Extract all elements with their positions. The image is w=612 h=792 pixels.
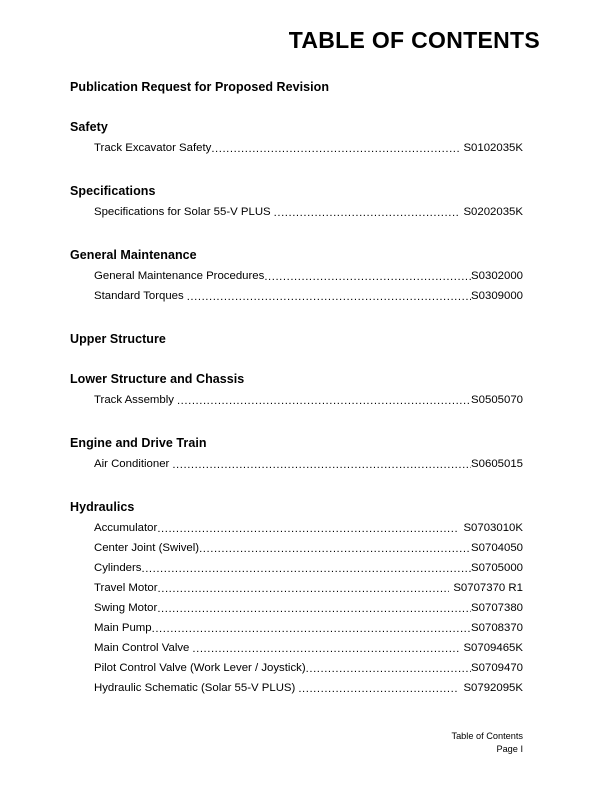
- toc-section-heading[interactable]: General Maintenance: [70, 248, 197, 262]
- toc-entry-code: S0505070: [471, 394, 523, 406]
- page-title: TABLE OF CONTENTS: [288, 27, 540, 53]
- toc-section-heading[interactable]: Specifications: [70, 184, 156, 198]
- toc-section-heading[interactable]: Hydraulics: [70, 500, 135, 514]
- toc-entry-code: S0705000: [471, 562, 523, 574]
- toc-entry-title: Track Assembly: [94, 394, 174, 406]
- toc-entry[interactable]: [94, 638, 523, 658]
- dot-leader: [199, 543, 471, 556]
- toc-entry[interactable]: [94, 658, 523, 678]
- toc-section-heading[interactable]: Engine and Drive Train: [70, 436, 207, 450]
- toc-section: [70, 500, 523, 698]
- toc-entry-code: S0309000: [471, 290, 523, 302]
- dot-leader: [177, 395, 471, 408]
- toc-section: [70, 120, 523, 158]
- toc-entry[interactable]: [94, 390, 523, 410]
- toc-section-heading[interactable]: Upper Structure: [70, 332, 166, 346]
- dot-leader: [158, 583, 450, 596]
- toc-entry-title: Main Control Valve: [94, 642, 190, 654]
- dot-leader: [152, 623, 471, 636]
- toc-entry[interactable]: [94, 138, 523, 158]
- toc-section: [70, 80, 523, 94]
- toc-entry-title: Swing Motor: [94, 602, 158, 614]
- toc-entry-title: Standard Torques: [94, 290, 184, 302]
- toc-entry-title: Air Conditioner: [94, 458, 170, 470]
- toc-entry-title: Pilot Control Valve (Work Lever / Joystick): [94, 662, 306, 674]
- dot-leader: [157, 603, 471, 616]
- toc-entry-list: [70, 266, 523, 306]
- toc-section-heading[interactable]: Publication Request for Proposed Revision: [70, 80, 330, 94]
- toc-entry[interactable]: [94, 518, 523, 538]
- toc-section: [70, 436, 523, 474]
- toc-entry-code: S0709470: [471, 662, 523, 674]
- toc-section: [70, 248, 523, 306]
- toc-entry-title: Track Excavator Safety: [94, 142, 212, 154]
- footer-page-number: Page I: [496, 743, 523, 754]
- toc-entry-title: Center Joint (Swivel): [94, 542, 200, 554]
- dot-leader: [211, 143, 459, 156]
- page-footer: [70, 730, 523, 755]
- toc-entry[interactable]: [94, 538, 523, 558]
- toc-section: [70, 332, 523, 346]
- toc-section-heading[interactable]: Safety: [70, 120, 108, 134]
- toc-entry[interactable]: [94, 202, 523, 222]
- toc-entry-list: [70, 138, 523, 158]
- toc-section: [70, 184, 523, 222]
- dot-leader: [192, 643, 459, 656]
- toc-entry-list: [70, 518, 523, 698]
- dot-leader: [274, 207, 460, 220]
- toc-entry[interactable]: [94, 618, 523, 638]
- toc-entry-code: S0704050: [471, 542, 523, 554]
- toc-entry-list: [70, 202, 523, 222]
- toc-entry-code: S0302000: [471, 270, 523, 282]
- toc-entry-code: S0708370: [471, 622, 523, 634]
- dot-leader: [187, 291, 471, 304]
- toc-entry-code: S0703010K: [463, 522, 523, 534]
- toc-entry-title: Accumulator: [94, 522, 158, 534]
- toc-entry-code: S0202035K: [463, 206, 523, 218]
- dot-leader: [306, 663, 471, 676]
- toc-entry-title: Cylinders: [94, 562, 142, 574]
- toc-entry-code: S0709465K: [463, 642, 523, 654]
- toc-entry[interactable]: [94, 558, 523, 578]
- toc-entry-code: S0605015: [471, 458, 523, 470]
- toc-entry-title: Specifications for Solar 55-V PLUS: [94, 206, 271, 218]
- toc-entry-list: [70, 454, 523, 474]
- toc-entry-list: [70, 390, 523, 410]
- dot-leader: [157, 523, 459, 536]
- toc-entry[interactable]: [94, 678, 523, 698]
- toc-section-heading[interactable]: Lower Structure and Chassis: [70, 372, 245, 386]
- dot-leader: [264, 271, 471, 284]
- dot-leader: [141, 563, 471, 576]
- toc-entry[interactable]: [94, 286, 523, 306]
- footer-document-name: Table of Contents: [451, 731, 523, 741]
- dot-leader: [172, 459, 471, 472]
- toc-entry[interactable]: [94, 454, 523, 474]
- toc-section: [70, 372, 523, 410]
- toc-entry-code: S0707380: [471, 602, 523, 614]
- toc-entry-code: S0102035K: [463, 142, 523, 154]
- toc-entry[interactable]: [94, 578, 523, 598]
- toc-entry-code: S0707370 R1: [453, 582, 523, 594]
- toc-entry-title: Main Pump: [94, 622, 152, 634]
- toc-entry-code: S0792095K: [463, 682, 523, 694]
- toc-entry-title: General Maintenance Procedures: [94, 270, 265, 282]
- table-of-contents: [70, 80, 523, 698]
- toc-entry[interactable]: [94, 598, 523, 618]
- dot-leader: [298, 683, 459, 696]
- toc-entry-title: Travel Motor: [94, 582, 158, 594]
- toc-entry-title: Hydraulic Schematic (Solar 55-V PLUS): [94, 682, 296, 694]
- toc-entry[interactable]: [94, 266, 523, 286]
